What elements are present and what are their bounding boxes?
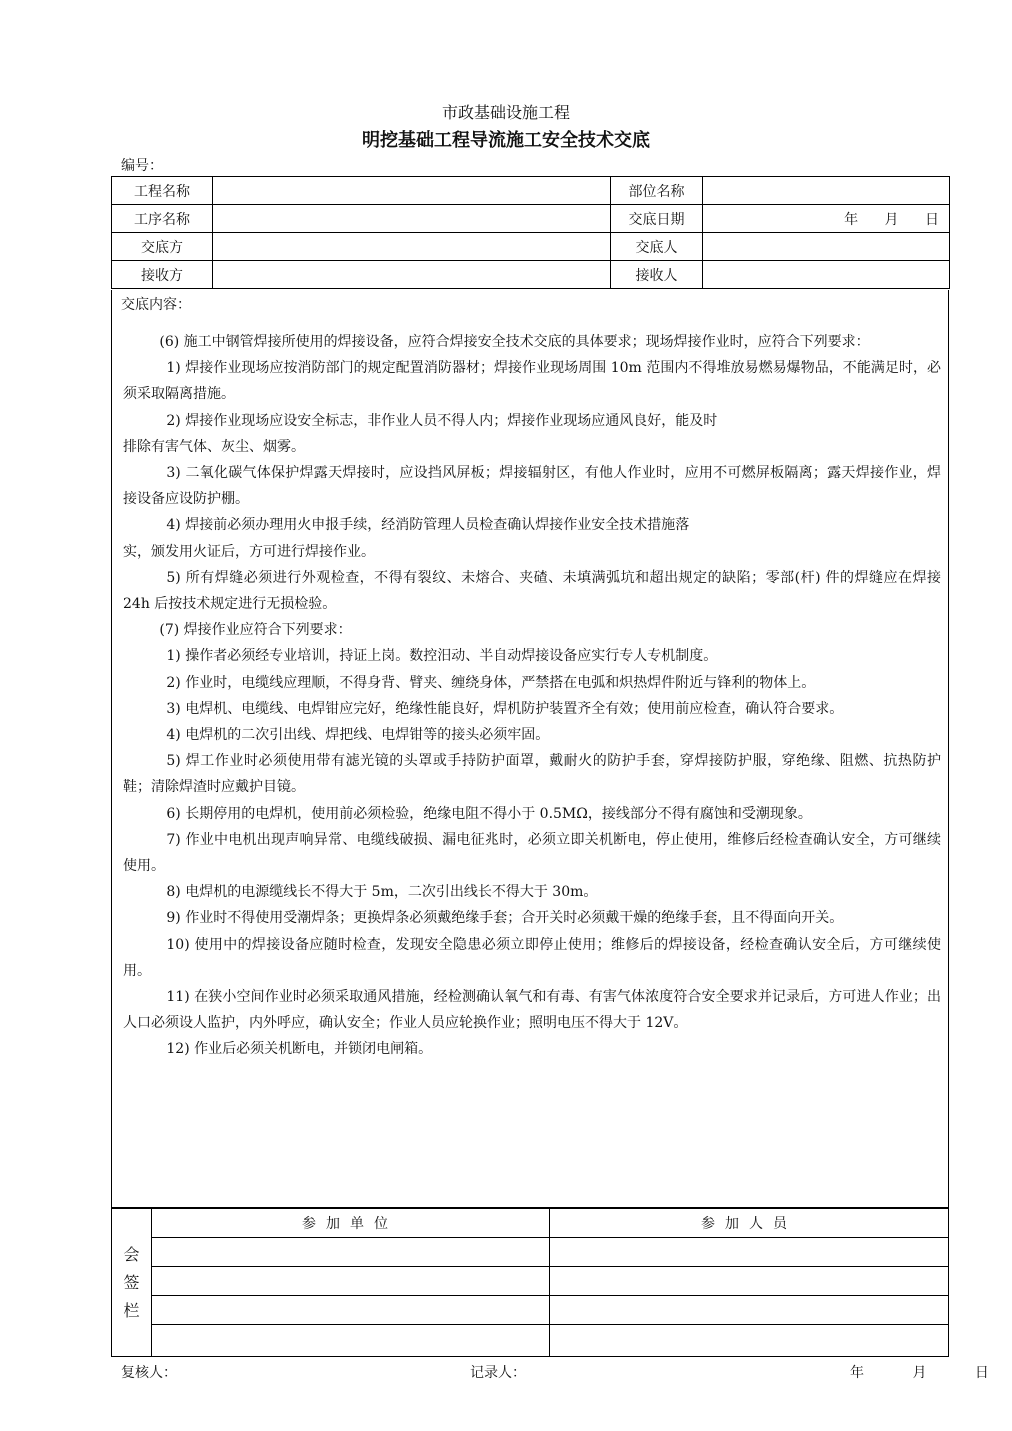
project-name-label: 工程名称 — [112, 177, 213, 205]
handover-person-label: 交底人 — [611, 233, 703, 261]
signoff-person-cell — [550, 1325, 948, 1356]
signoff-row — [151, 1238, 948, 1267]
location-name-field — [703, 177, 950, 205]
units-header: 参加单位 — [151, 1209, 550, 1237]
signoff-side-char: 栏 — [123, 1300, 140, 1320]
people-header: 参加人员 — [701, 1216, 797, 1232]
content-paragraph: 5) 焊工作业时必须使用带有滤光镜的头罩或手持防护面罩，戴耐火的防护手套，穿焊接防护服，穿绝缘、阻燃、抗热防护鞋；清除焊渣时应戴护目镜。 — [123, 753, 941, 796]
date-month: 月 — [884, 211, 899, 228]
project-name-field — [213, 177, 611, 205]
table-row — [112, 177, 950, 205]
handover-party-label: 交底方 — [112, 233, 213, 261]
content-paragraph: 1) 焊接作业现场应按消防部门的规定配置消防器材；焊接作业现场周围 10m 范围内不得堆放易燃易爆物品，不能满足时，必须采取隔离措施。 — [123, 360, 941, 403]
recorder-label: 记录人： — [470, 1365, 526, 1381]
footer-date-day: 日 — [974, 1365, 989, 1381]
signoff-box — [111, 1208, 949, 1357]
handover-date-field — [703, 205, 950, 233]
receiver-person-label: 接收人 — [611, 261, 703, 289]
content-paragraph: 11) 在狭小空间作业时必须采取通风措施，经检测确认氧气和有毒、有害气体浓度符合安全要求并记录后，方可进人作业；出人口必须设人监护，内外呼应，确认安全；作业人员应轮换作业；照明电压不得大于 12V。 — [123, 989, 941, 1032]
footer-date-month: 月 — [912, 1365, 927, 1381]
signoff-person-cell — [550, 1238, 948, 1266]
content-paragraph: 排除有害气体、灰尘、烟雾。 — [123, 438, 305, 455]
signoff-row — [151, 1296, 948, 1325]
table-row — [112, 261, 950, 289]
date-year: 年 — [844, 211, 859, 228]
table-row — [112, 233, 950, 261]
content-paragraph: 1) 操作者必须经专业培训，持证上岗。数控汨动、半自动焊接设备应实行专人专机制度。 — [166, 648, 718, 665]
receiver-person-field — [703, 261, 950, 289]
content-paragraph: 5) 所有焊缝必须进行外观检查，不得有裂纹、未熔合、夹碴、未填满弧坑和超出规定的缺陷；零部(杆) 件的焊缝应在焊接 24h 后按技术规定进行无损检验。 — [123, 569, 941, 613]
signoff-row — [151, 1325, 948, 1356]
content-paragraph: 4) 焊接前必须办理用火申报手续，经消防管理人员检查确认焊接作业安全技术措施落 — [166, 517, 690, 534]
document-supertitle: 市政基础设施工程 — [441, 103, 570, 122]
signoff-header-row — [151, 1209, 948, 1238]
content-paragraph: 3) 二氧化碳气体保护焊露天焊接时，应设挡风屏板；焊接辐射区，有他人作业时，应用不可燃屏板隔离；露天焊接作业，焊接设备应设防护棚。 — [123, 465, 941, 508]
signoff-unit-cell — [151, 1296, 550, 1324]
content-paragraph: 4) 电焊机的二次引出线、焊把线、电焊钳等的接头必须牢固。 — [166, 727, 550, 744]
content-box — [111, 290, 949, 1208]
location-name-label: 部位名称 — [611, 177, 703, 205]
document-number-label: 编号： — [121, 158, 163, 174]
content-paragraph: 8) 电焊机的电源缆线长不得大于 5m，二次引出线长不得大于 30m。 — [166, 884, 598, 901]
reviewer-label: 复核人： — [121, 1365, 177, 1381]
document-title: 明挖基础工程导流施工安全技术交底 — [362, 130, 650, 151]
receiver-party-field — [213, 261, 611, 289]
signoff-person-cell — [550, 1267, 948, 1295]
process-name-field — [213, 205, 611, 233]
signoff-unit-cell — [151, 1267, 550, 1295]
content-paragraph: (6) 施工中钢管焊接所使用的焊接设备，应符合焊接安全技术交底的具体要求；现场焊接作业时，应符合下列要求： — [159, 334, 870, 350]
content-paragraph: 7) 作业中电机出现声响异常、电缆线破损、漏电征兆时，必须立即关机断电，停止使用，维修后经检查确认安全，方可继续使用。 — [123, 831, 941, 875]
date-day: 日 — [925, 211, 939, 228]
signoff-unit-cell — [151, 1325, 550, 1356]
content-paragraph: 2) 作业时，电缆线应理顺，不得身背、臂夹、缠绕身体，严禁搭在电弧和炽热焊件附近与锋利的物体上。 — [166, 674, 816, 691]
signoff-side-label — [112, 1209, 152, 1356]
content-paragraph: 3) 电焊机、电缆线、电焊钳应完好，绝缘性能良好，焊机防护装置齐全有效；使用前应检查，确认符合要求。 — [166, 700, 844, 717]
content-paragraph: 6) 长期停用的电焊机，使用前必须检验，绝缘电阻不得小于 0.5MΩ，接线部分不得有腐蚀和受潮现象。 — [166, 805, 812, 822]
footer-date-year: 年 — [850, 1365, 864, 1381]
signoff-side-char: 签 — [123, 1272, 140, 1292]
handover-party-field — [213, 233, 611, 261]
signoff-side-char: 会 — [123, 1244, 140, 1264]
signoff-person-cell — [550, 1296, 948, 1324]
content-paragraph: (7) 焊接作业应符合下列要求： — [159, 622, 352, 639]
content-paragraph: 9) 作业时不得使用受潮焊条；更换焊条必须戴绝缘手套；合开关时必须戴干燥的绝缘手套，且不得面向开关。 — [166, 910, 844, 927]
footer-date — [828, 1362, 1011, 1382]
table-row — [112, 205, 950, 233]
handover-person-field — [703, 233, 950, 261]
content-label: 交底内容： — [121, 297, 191, 313]
handover-date-label: 交底日期 — [611, 205, 703, 233]
content-paragraph: 2) 焊接作业现场应设安全标志，非作业人员不得人内；焊接作业现场应通风良好，能及时 — [166, 412, 718, 429]
signoff-row — [151, 1267, 948, 1296]
content-body — [123, 329, 941, 1063]
content-paragraph: 10) 使用中的焊接设备应随时检查，发现安全隐患必须立即停止使用；维修后的焊接设备，经检查确认安全后，方可继续使用。 — [123, 936, 941, 979]
signoff-grid — [151, 1209, 948, 1356]
receiver-party-label: 接收方 — [112, 261, 213, 289]
signoff-unit-cell — [151, 1238, 550, 1266]
process-name-label: 工序名称 — [112, 205, 213, 233]
content-paragraph: 实，颁发用火证后，方可进行焊接作业。 — [123, 543, 375, 560]
info-table — [111, 176, 950, 289]
content-paragraph: 12) 作业后必须关机断电，并锁闭电闸箱。 — [166, 1041, 433, 1058]
